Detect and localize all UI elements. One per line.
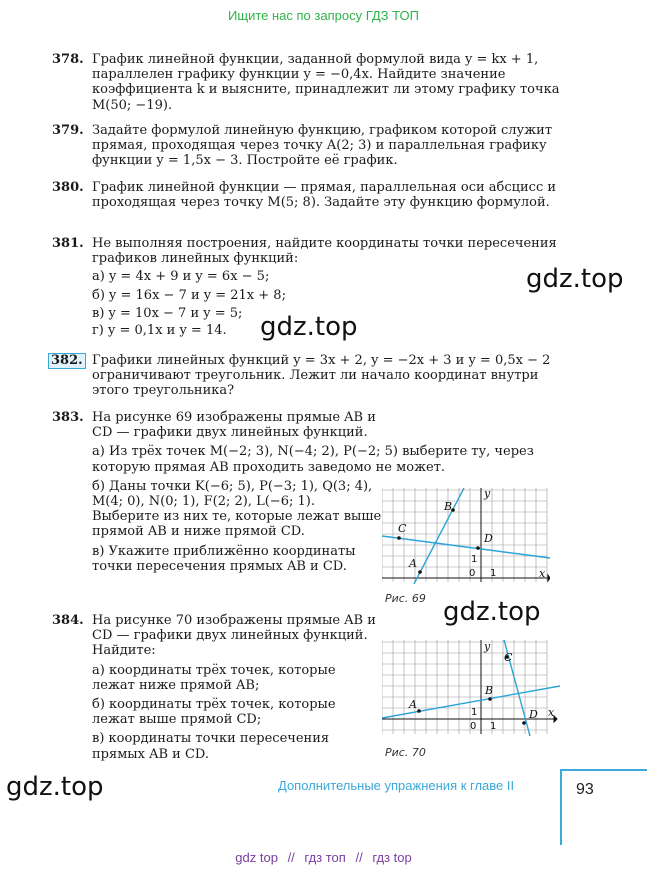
link-gdz-top-cyrillic[interactable]: гдз топ: [304, 850, 346, 865]
problem-number: 380.: [52, 180, 84, 195]
label-one-x: 1: [490, 568, 497, 579]
label-c: C: [504, 651, 513, 664]
problem-number: 384.: [52, 613, 84, 628]
label-d: D: [484, 532, 493, 545]
footer-divider-horizontal: [560, 769, 647, 771]
subitem-d: г) y = 0,1x и y = 14.: [92, 323, 227, 339]
watermark: gdz.top: [443, 597, 541, 627]
subitem-c: в) y = 10x − 7 и y = 5;: [92, 305, 243, 321]
point-b: [488, 697, 492, 701]
problem-number-highlighted[interactable]: 382.: [48, 353, 86, 369]
subitem-c: в) Укажите приближённо координаты точки пересечения прямых AB и CD.: [92, 543, 356, 574]
label-one-y: 1: [471, 554, 478, 565]
watermark: gdz.top: [526, 264, 624, 294]
subitem-b: б) Даны точки K(−6; 5), P(−3; 1), Q(3; 4), M(4; 0), N(0; 1), F(2; 2), L(−6; 1). Выберите из них те, которые лежат выше прямой AB и ниже прямой CD.: [92, 478, 382, 540]
separator: //: [287, 850, 295, 865]
point-d: [476, 546, 480, 550]
problem-number: 383.: [52, 410, 84, 425]
problem-number: 381.: [52, 236, 84, 251]
problem-number: 379.: [52, 123, 84, 138]
link-gdz-top[interactable]: gdz top: [235, 850, 278, 865]
point-a: [417, 709, 421, 713]
problem-text: График линейной функции — прямая, параллельная оси абсцисс и проходящая через точку M(5; 8). Задайте эту функцию формулой.: [92, 180, 557, 211]
problem-number: 378.: [52, 52, 84, 67]
problem-text: Задайте формулой линейную функцию, графиком которой служит прямая, проходящая через точку A(2; 3) и параллельная графику функции y = 1,5x − 3. Постройте её график.: [92, 123, 553, 169]
label-x: x: [539, 567, 546, 580]
separator: //: [355, 850, 363, 865]
subitem-a: а) координаты трёх точек, которые лежат ниже прямой AB;: [92, 662, 336, 693]
problem-text: График линейной функции, заданной формулой вида y = kx + 1, параллелен графику функции y = −0,4x. Найдите значение коэффициента k и выясните, принадлежит ли этому графику точка M(50; −19).: [92, 52, 560, 113]
watermark: gdz.top: [260, 312, 358, 342]
figure-69-graph: [382, 488, 550, 584]
label-c: C: [398, 522, 407, 535]
label-y: y: [484, 488, 491, 500]
label-d: D: [529, 708, 538, 721]
label-zero: 0: [469, 568, 476, 579]
figure-70-caption: Рис. 70: [385, 746, 426, 759]
problem-382: [52, 353, 562, 399]
problem-text: Графики линейных функций y = 3x + 2, y = −2x + 3 и y = 0,5x − 2 ограничивают треугольник. Лежит ли начало координат внутри этого треугольника?: [92, 353, 551, 399]
point-a: [418, 570, 422, 574]
top-banner[interactable]: Ищите нас по запросу ГДЗ ТОП: [228, 8, 419, 23]
subitem-b: б) координаты трёх точек, которые лежат выше прямой CD;: [92, 697, 336, 728]
subitem-c: в) координаты точки пересечения прямых AB и CD.: [92, 731, 330, 762]
label-y: y: [484, 640, 491, 653]
label-one-x: 1: [490, 721, 497, 732]
watermark: gdz.top: [6, 772, 104, 802]
footer-divider-vertical: [560, 770, 562, 845]
problem-text: На рисунке 70 изображены прямые AB и CD — графики двух линейных функций. Найдите:: [92, 613, 376, 659]
label-a: A: [409, 557, 417, 570]
bottom-links: [0, 850, 647, 865]
problem-380: [52, 180, 562, 210]
point-c: [397, 536, 401, 540]
problem-text: На рисунке 69 изображены прямые AB и CD — графики двух линейных функций.: [92, 410, 376, 441]
problem-379: [52, 123, 562, 169]
problem-378: [52, 52, 562, 113]
label-one-y: 1: [471, 707, 478, 718]
point-d: [522, 721, 526, 725]
page-number: 93: [576, 781, 594, 798]
label-b: B: [444, 500, 453, 513]
problem-text: Не выполняя построения, найдите координаты точки пересечения графиков линейных функций:: [92, 236, 557, 267]
label-b: B: [485, 684, 494, 697]
line-ab: [414, 488, 464, 584]
figure-69-caption: Рис. 69: [385, 592, 426, 605]
label-x: x: [548, 706, 555, 719]
grid: [382, 488, 547, 582]
subitem-b: б) y = 16x − 7 и y = 21x + 8;: [92, 287, 286, 303]
figure-70-graph: [382, 640, 560, 736]
label-a: A: [409, 698, 417, 711]
link-gdz-top-mixed[interactable]: гдз top: [372, 850, 412, 865]
subitem-a: а) y = 4x + 9 и y = 6x − 5;: [92, 269, 270, 285]
grid: [382, 640, 547, 734]
label-zero: 0: [470, 721, 477, 732]
chapter-footer: Дополнительные упражнения к главе II: [278, 778, 515, 793]
subitem-a: а) Из трёх точек M(−2; 3), N(−4; 2), P(−2; 5) выберите ту, через которую прямая AB проходить заведомо не может.: [92, 444, 534, 475]
